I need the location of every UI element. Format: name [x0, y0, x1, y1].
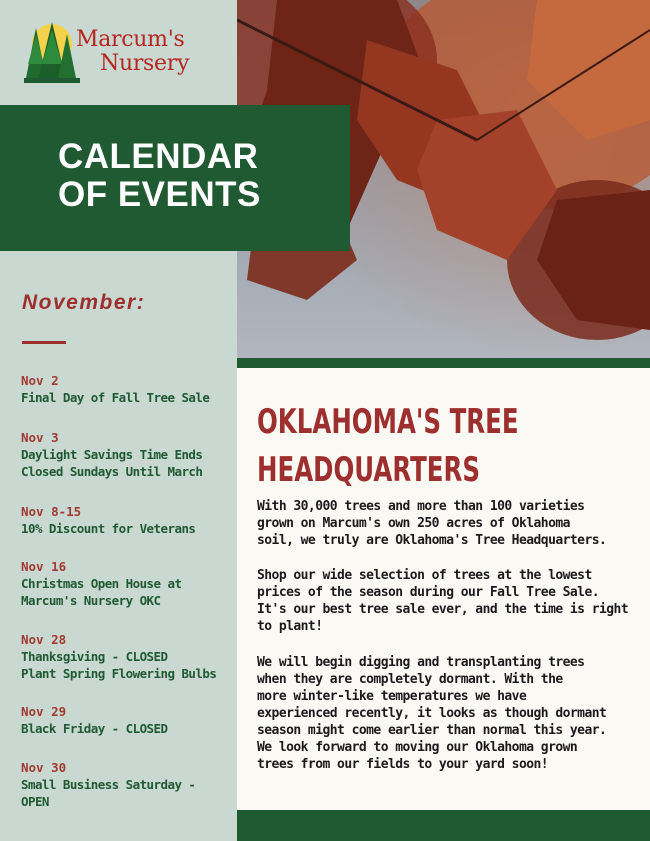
event-date: Nov 3	[21, 430, 59, 445]
event-description: Thanksgiving - CLOSED	[21, 649, 168, 664]
paragraph-line: We will begin digging and transplanting trees	[257, 655, 585, 670]
logo[interactable]	[22, 20, 222, 90]
event-item	[21, 703, 233, 737]
title-line-1: CALENDAR	[58, 137, 259, 176]
event-description: Closed Sundays Until March	[21, 464, 203, 479]
event-item	[21, 503, 233, 537]
event-description: Christmas Open House at	[21, 576, 182, 591]
event-date: Nov 29	[21, 704, 67, 719]
paragraph-line: soil, we truly are Oklahoma's Tree Headquarters.	[257, 533, 607, 548]
event-item	[21, 372, 233, 406]
article-headline	[257, 398, 531, 494]
article-panel	[237, 368, 650, 810]
event-item	[21, 429, 233, 480]
paragraph-line: when they are completely dormant. With the	[257, 672, 563, 687]
headline-line-1: OKLAHOMA'S TREE	[257, 402, 519, 442]
event-description: Final Day of Fall Tree Sale	[21, 390, 210, 405]
pine-trees-logo-icon	[22, 20, 82, 86]
paragraph-line: experienced recently, it looks as though dormant	[257, 706, 607, 721]
event-description: Small Business Saturday -	[21, 777, 196, 792]
event-description: Marcum's Nursery OKC	[21, 593, 161, 608]
logo-line-2: Nursery	[100, 51, 190, 76]
headline-line-2: HEADQUARTERS	[257, 450, 481, 490]
event-description: Plant Spring Flowering Bulbs	[21, 666, 217, 681]
paragraph-line: grown on Marcum's own 250 acres of Oklahoma	[257, 516, 570, 531]
month-heading: November:	[22, 291, 146, 314]
paragraph-line: prices of the season during our Fall Tree Sale.	[257, 585, 600, 600]
logo-wordmark	[76, 28, 189, 76]
paragraph-line: We look forward to moving our Oklahoma grown	[257, 740, 578, 755]
event-item	[21, 558, 233, 609]
paragraph-line: more winter-like temperatures we have	[257, 689, 527, 704]
month-divider	[22, 341, 66, 344]
title-line-2: OF EVENTS	[58, 175, 261, 214]
event-date: Nov 30	[21, 760, 67, 775]
article-paragraph	[257, 498, 637, 549]
event-description: Black Friday - CLOSED	[21, 721, 168, 736]
article-paragraph	[257, 654, 637, 773]
event-date: Nov 8-15	[21, 504, 82, 519]
event-description: Daylight Savings Time Ends	[21, 447, 203, 462]
calendar-title-banner	[0, 105, 350, 251]
paragraph-line: Shop our wide selection of trees at the lowest	[257, 568, 592, 583]
paragraph-line: season might come earlier than normal this year.	[257, 723, 607, 738]
page-title	[58, 138, 261, 214]
logo-line-1: Marcum's	[76, 27, 185, 52]
event-date: Nov 16	[21, 559, 67, 574]
event-item	[21, 759, 233, 810]
event-date: Nov 2	[21, 373, 59, 388]
article-paragraph	[257, 567, 637, 635]
paragraph-line: It's our best tree sale ever, and the time is right	[257, 602, 629, 617]
paragraph-line: trees from our fields to your yard soon!	[257, 757, 549, 772]
footer-band	[237, 810, 650, 841]
event-item	[21, 631, 233, 682]
paragraph-line: to plant!	[257, 619, 323, 634]
event-description: 10% Discount for Veterans	[21, 521, 196, 536]
event-description: OPEN	[21, 794, 49, 809]
paragraph-line: With 30,000 trees and more than 100 varieties	[257, 499, 585, 514]
divider-strip	[237, 358, 650, 368]
event-date: Nov 28	[21, 632, 67, 647]
